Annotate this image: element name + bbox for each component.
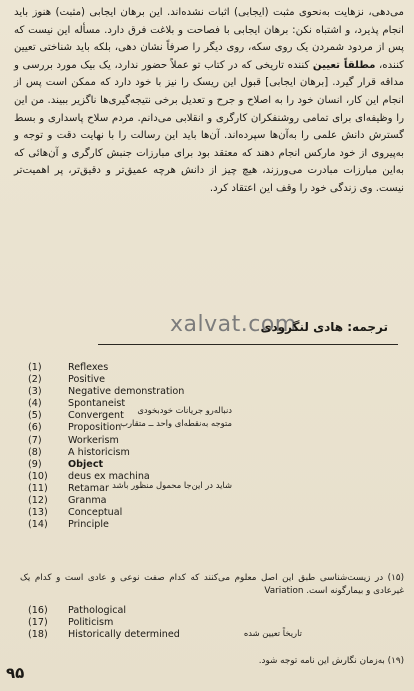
footnote-number: (14) <box>28 519 48 531</box>
footnote-row <box>28 447 298 459</box>
footnote-term: Conceptual <box>68 507 123 519</box>
footnote-term: Positive <box>68 374 105 386</box>
footnote-row <box>28 617 268 629</box>
footnote-term: Politicism <box>68 617 114 629</box>
divider-rule <box>98 344 398 345</box>
footnote-number: (13) <box>28 507 48 519</box>
footnote-number: (7) <box>28 434 42 446</box>
footnote-term: Granma <box>68 495 107 507</box>
gloss-object: شاید در این‌جا محمول منظور باشد <box>112 480 232 490</box>
footnote-number: (18) <box>28 629 48 641</box>
emphasis-absolute: مطلقاً تعیین <box>312 59 376 71</box>
footnote-15: (۱۵) در زیست‌شناسی طبق این اصل معلوم می‌کنند که کدام صفت نوعی و عادی است و کدام یک غیرعادی و بیمارگونه است. Variation <box>20 573 404 596</box>
gloss-spontaneist: دنباله‌رو جریانات خودبخودی <box>137 405 232 415</box>
footnote-number: (8) <box>28 446 42 458</box>
footnote-term: Convergent <box>68 410 124 422</box>
footnote-row <box>28 435 298 447</box>
footnote-term: deus ex machina <box>68 470 150 482</box>
footnote-number: (16) <box>28 605 48 616</box>
footnote-row <box>28 519 298 531</box>
footnote-term: Principle <box>68 519 109 531</box>
footnote-term: Negative demonstration <box>68 386 185 398</box>
footnote-number: (5) <box>28 410 42 422</box>
main-paragraph <box>14 4 404 198</box>
translator-credit: ترجمه: هادی لنگرودی <box>260 320 388 334</box>
body-text <box>14 4 404 198</box>
footnote-term: Historically determined <box>68 629 180 641</box>
gloss-historically-determined: تاریخاً تعیین شده <box>243 628 302 638</box>
footnote-list <box>28 362 298 531</box>
footnote-row <box>28 507 298 519</box>
footnote-number: (2) <box>28 374 42 386</box>
footnote-list-2 <box>28 605 268 641</box>
footnote-number: (9) <box>28 458 42 470</box>
footnote-row <box>28 495 298 507</box>
footnote-number: (1) <box>28 362 42 373</box>
footnote-19: (۱۹) به‌زمان نگارش این نامه توجه شود. <box>258 656 404 666</box>
page-number: ۹۵ <box>6 664 25 682</box>
footnote-number: (11) <box>28 482 48 494</box>
footnote-number: (6) <box>28 422 42 434</box>
footnote-term: A historicism <box>68 446 130 458</box>
paragraph-part-1: می‌دهی، نزهایت به‌نحوی مثبت (ایجابی) اثبات نشده‌اند. این برهان ایجابی (مثبت) هنوز باید انجام پذیرد، و اشتباه نکن: برهان ایجابی با فصاحت و بلاغت فرق دارد. مسأله این نیست که پس از مردود شمردن یک روی سکه، روی دیگر را صرفاً نشان دهی، بلکه باید شناختی تعیین کننده، <box>14 7 404 71</box>
footnote-number: (10) <box>28 470 48 482</box>
footnote-row <box>28 386 298 398</box>
footnote-term: Object <box>68 458 104 470</box>
footnote-term: Proposition <box>68 422 122 434</box>
footnote-number: (3) <box>28 386 42 398</box>
watermark: xalvat.com <box>170 312 297 337</box>
footnote-term: Workerism <box>68 434 119 446</box>
footnote-term: Spontaneist <box>68 398 126 410</box>
gloss-convergent: متوجه به‌نقطه‌ای واحد ــ متقارب <box>120 418 232 428</box>
footnote-number: (4) <box>28 398 42 410</box>
footnote-term: Retamar <box>68 482 109 494</box>
footnote-term: Pathological <box>68 605 127 616</box>
footnote-term: Reflexes <box>68 362 109 373</box>
footnote-number: (12) <box>28 495 48 507</box>
footnote-row <box>28 362 298 374</box>
footnote-number: (17) <box>28 617 48 629</box>
footnote-row <box>28 605 268 617</box>
footnote-row <box>28 374 298 386</box>
paragraph-part-2: کننده تاریخی که در کتاب تو عملاً حضور ندارد، یک بیک مورد بررسی و مداقه قرار گیرد. [برهان ایجابی] قبول این ریسک را نیز با خود دارد که ممکن است پس از انجام این کار، انسان خود را به اصلاح و جرح و تعدیل برخی نتیجه‌گیری‌ها ناگزیر ببیند. من این را وظیفه‌ای برای تمامی روشنفکران کارگری و انقلابی می‌دانم. مردم سلاح پاسداری و بسط گسترش دانش علمی را به‌آن‌ها سپرده‌اند. آن‌ها باید این رسالت را با نهایت دقت و توجه و به‌پیروی از خود مارکس انجام دهند که معتقد بود برای مبارزات جنبش کارگری و آن‌هائی که به‌این مبارزات مبادرت می‌ورزند، هیچ چیز از دانش هرچه عمیق‌تر و دقیق‌تر، پر اهمیت‌تر نیست. وی زندگی خود را وقف این اعتقاد کرد. <box>14 59 404 194</box>
footnote-row <box>28 629 268 641</box>
footnote-row <box>28 459 298 471</box>
